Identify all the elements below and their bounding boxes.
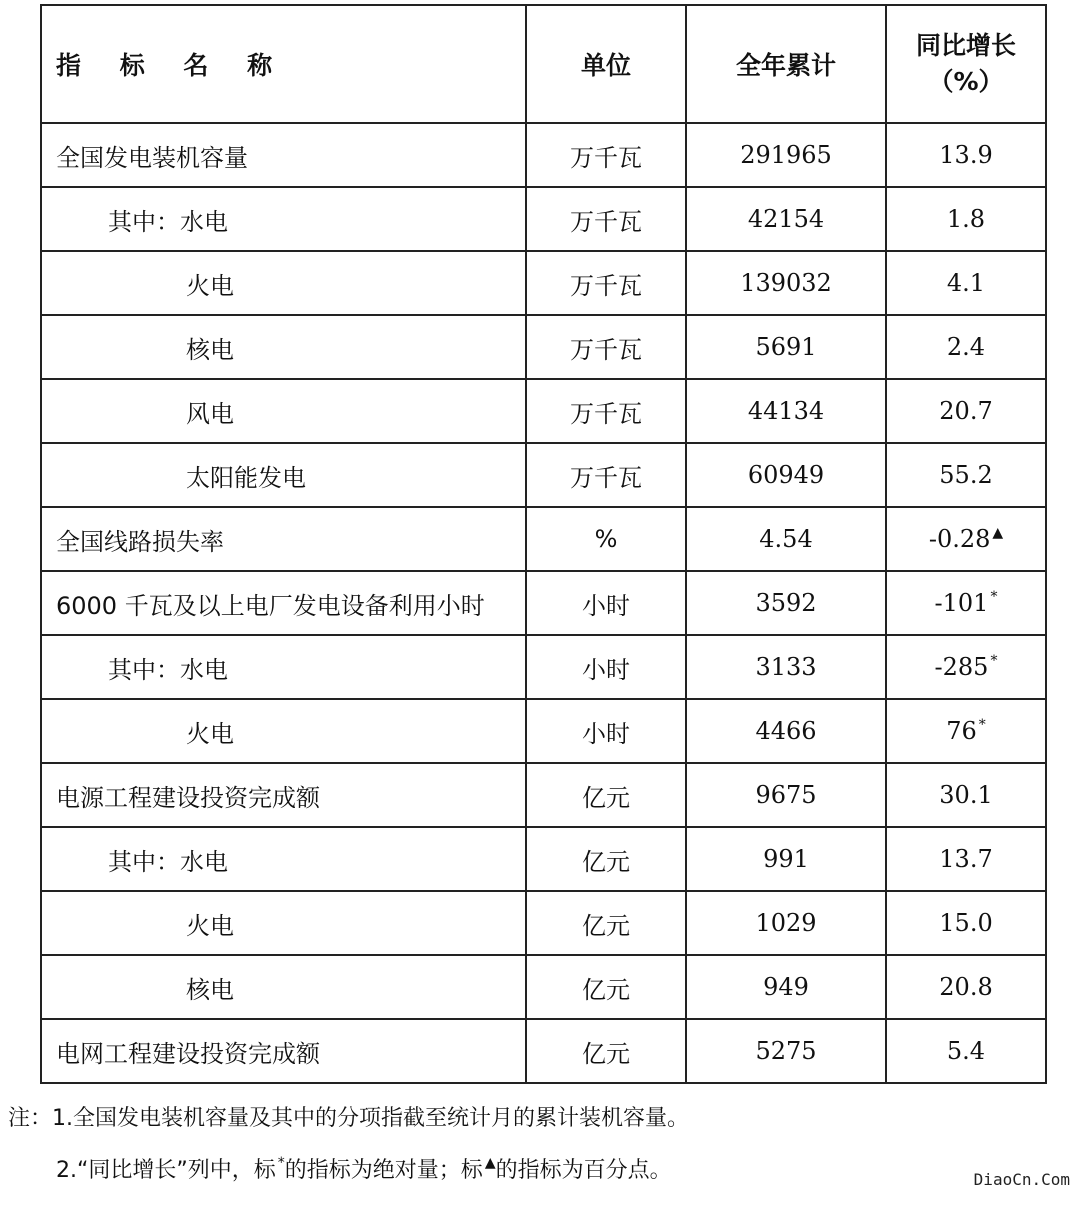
yoy-value: 76 [946, 717, 977, 745]
annual-total-cell: 1029 [686, 891, 886, 955]
yoy-growth-cell [886, 187, 1046, 251]
unit-cell: 万千瓦 [526, 251, 686, 315]
annual-total-cell: 991 [686, 827, 886, 891]
yoy-value: 4.1 [946, 269, 986, 297]
unit-cell: 小时 [526, 699, 686, 763]
unit-cell: 亿元 [526, 1019, 686, 1083]
table-row [41, 123, 1046, 187]
yoy-growth-cell [886, 443, 1046, 507]
yoy-value: -101 [934, 589, 989, 617]
table-row [41, 955, 1046, 1019]
unit-cell: 万千瓦 [526, 123, 686, 187]
indicator-name-cell: 核电 [41, 315, 526, 379]
yoy-growth-cell [886, 571, 1046, 635]
unit-cell: 亿元 [526, 891, 686, 955]
table-row [41, 507, 1046, 571]
unit-cell: 小时 [526, 571, 686, 635]
indicator-name-cell: 核电 [41, 955, 526, 1019]
annual-total-cell: 5275 [686, 1019, 886, 1083]
indicator-name-cell: 电网工程建设投资完成额 [41, 1019, 526, 1083]
table-row [41, 187, 1046, 251]
table-row [41, 251, 1046, 315]
asterisk-mark: * [277, 1155, 285, 1171]
indicator-name-cell: 太阳能发电 [41, 443, 526, 507]
asterisk-mark: * [978, 717, 986, 733]
yoy-value: 13.9 [939, 141, 993, 169]
yoy-value: 15.0 [939, 909, 993, 937]
yoy-growth-cell [886, 699, 1046, 763]
triangle-mark: ▲ [484, 1155, 496, 1171]
table-row [41, 379, 1046, 443]
yoy-growth-cell [886, 827, 1046, 891]
annual-total-cell: 9675 [686, 763, 886, 827]
statistics-table [40, 4, 1047, 1084]
yoy-value: 1.8 [946, 205, 986, 233]
note-1: 注：1.全国发电装机容量及其中的分项指截至统计月的累计装机容量。 [8, 1106, 689, 1131]
annual-total-cell: 44134 [686, 379, 886, 443]
yoy-growth-cell [886, 507, 1046, 571]
watermark: DiaoCn.Com [973, 1170, 1070, 1189]
header-yoy-unit: （%） [928, 67, 1004, 96]
yoy-value: 2.4 [946, 333, 986, 361]
annual-total-cell: 4466 [686, 699, 886, 763]
indicator-name-cell: 风电 [41, 379, 526, 443]
triangle-mark: ▲ [992, 525, 1004, 541]
indicator-name-cell: 全国发电装机容量 [41, 123, 526, 187]
table-row [41, 763, 1046, 827]
yoy-value: 55.2 [939, 461, 993, 489]
yoy-growth-cell [886, 955, 1046, 1019]
indicator-name-cell: 电源工程建设投资完成额 [41, 763, 526, 827]
table-row [41, 699, 1046, 763]
annual-total-cell: 291965 [686, 123, 886, 187]
table-row [41, 635, 1046, 699]
indicator-name-cell: 火电 [41, 251, 526, 315]
yoy-value: 30.1 [939, 781, 993, 809]
indicator-name-cell: 其中：水电 [41, 635, 526, 699]
annual-total-cell: 5691 [686, 315, 886, 379]
unit-cell: 亿元 [526, 955, 686, 1019]
indicator-name-cell: 全国线路损失率 [41, 507, 526, 571]
unit-cell: 万千瓦 [526, 379, 686, 443]
note-2-part-a: 2.“同比增长”列中，标 [56, 1158, 276, 1183]
yoy-growth-cell [886, 635, 1046, 699]
table-header-row [41, 5, 1046, 123]
yoy-value: 13.7 [939, 845, 993, 873]
table-row [41, 315, 1046, 379]
indicator-name-cell: 火电 [41, 891, 526, 955]
table-row [41, 827, 1046, 891]
table-row [41, 443, 1046, 507]
annual-total-cell: 3133 [686, 635, 886, 699]
yoy-value: 5.4 [946, 1037, 986, 1065]
header-unit: 单位 [526, 5, 686, 123]
table-notes [8, 1097, 689, 1193]
yoy-value: 20.7 [939, 397, 993, 425]
yoy-growth-cell [886, 315, 1046, 379]
yoy-growth-cell [886, 123, 1046, 187]
table-row [41, 1019, 1046, 1083]
yoy-value: -285 [934, 653, 989, 681]
unit-cell: 亿元 [526, 763, 686, 827]
yoy-growth-cell [886, 891, 1046, 955]
indicator-name-cell: 其中：水电 [41, 827, 526, 891]
unit-cell: 万千瓦 [526, 187, 686, 251]
indicator-name-cell: 火电 [41, 699, 526, 763]
note-2-part-c: 的指标为百分点。 [495, 1158, 672, 1183]
indicator-name-cell: 6000 千瓦及以上电厂发电设备利用小时 [41, 571, 526, 635]
note-2 [8, 1141, 689, 1193]
note-2-part-b: 的指标为绝对量；标 [284, 1158, 483, 1183]
annual-total-cell: 4.54 [686, 507, 886, 571]
unit-cell: 亿元 [526, 827, 686, 891]
asterisk-mark: * [990, 589, 998, 605]
indicator-name-cell: 其中：水电 [41, 187, 526, 251]
annual-total-cell: 3592 [686, 571, 886, 635]
yoy-value: 20.8 [939, 973, 993, 1001]
header-indicator-name: 指 标 名 称 [41, 5, 526, 123]
annual-total-cell: 949 [686, 955, 886, 1019]
unit-cell: 小时 [526, 635, 686, 699]
yoy-growth-cell [886, 763, 1046, 827]
header-yoy-growth [886, 5, 1046, 123]
asterisk-mark: * [990, 653, 998, 669]
annual-total-cell: 60949 [686, 443, 886, 507]
yoy-value: -0.28 [928, 525, 991, 553]
annual-total-cell: 139032 [686, 251, 886, 315]
yoy-growth-cell [886, 379, 1046, 443]
header-annual-total: 全年累计 [686, 5, 886, 123]
unit-cell: % [526, 507, 686, 571]
header-yoy-label: 同比增长 [915, 31, 1016, 60]
unit-cell: 万千瓦 [526, 443, 686, 507]
table-row [41, 891, 1046, 955]
yoy-growth-cell [886, 1019, 1046, 1083]
yoy-growth-cell [886, 251, 1046, 315]
table-row [41, 571, 1046, 635]
annual-total-cell: 42154 [686, 187, 886, 251]
unit-cell: 万千瓦 [526, 315, 686, 379]
